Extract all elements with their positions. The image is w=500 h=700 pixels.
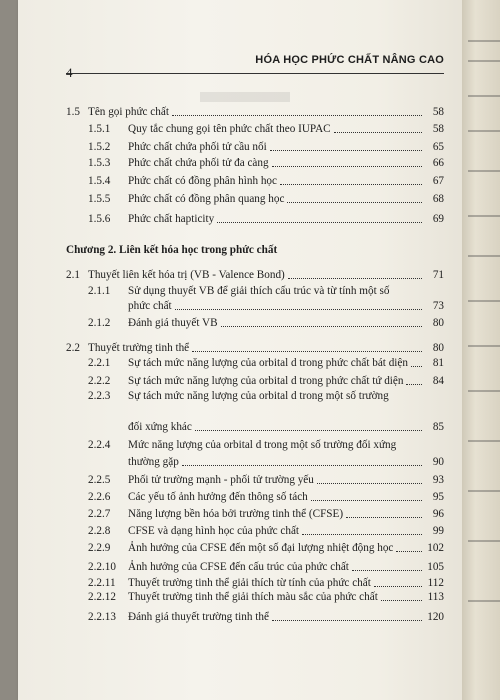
toc-section bbox=[66, 268, 444, 282]
toc-page-number: 73 bbox=[432, 300, 444, 312]
toc-title: Sự tách mức năng lượng của orbital d trong một số trường bbox=[128, 390, 389, 402]
toc-subsection bbox=[66, 389, 444, 403]
toc-title: Phức chất chứa phối tử đa càng bbox=[128, 157, 269, 169]
toc-number: 2.2.10 bbox=[88, 561, 116, 573]
dot-leader bbox=[381, 598, 422, 601]
toc-title: Ảnh hưởng của CFSE đến cấu trúc của phức chất bbox=[128, 561, 349, 573]
toc-page-number: 113 bbox=[427, 591, 444, 603]
toc-subsection bbox=[66, 140, 444, 154]
toc-subsection bbox=[66, 122, 444, 136]
dot-leader bbox=[182, 463, 422, 466]
toc-page-number: 112 bbox=[427, 577, 444, 589]
dot-leader bbox=[334, 130, 422, 133]
toc-title: Đánh giá thuyết trường tinh thể bbox=[128, 611, 269, 623]
toc-number: 1.5 bbox=[66, 106, 80, 118]
toc-title-continued: thường gặp bbox=[128, 456, 179, 468]
toc-page-number: 80 bbox=[432, 342, 444, 354]
toc-page-number: 96 bbox=[432, 508, 444, 520]
toc-title-continued: đối xứng khác bbox=[128, 421, 192, 433]
dot-leader bbox=[221, 324, 422, 327]
toc-subsection bbox=[66, 212, 444, 226]
toc-page-number: 84 bbox=[432, 375, 444, 387]
chapter-heading bbox=[66, 243, 444, 257]
toc-title: Các yếu tố ảnh hưởng đến thông số tách bbox=[128, 491, 308, 503]
toc-page-number: 66 bbox=[432, 157, 444, 169]
toc-page-number: 58 bbox=[432, 106, 444, 118]
toc-number: 2.2.5 bbox=[88, 474, 111, 486]
dot-leader bbox=[272, 164, 422, 167]
toc-subsection bbox=[66, 192, 444, 206]
toc-title: Thuyết trường tinh thể bbox=[88, 342, 190, 354]
toc-subsection bbox=[66, 524, 444, 538]
toc-number: 2.1.2 bbox=[88, 317, 111, 329]
toc-number: 2.1.1 bbox=[88, 285, 111, 297]
toc-title: Phức chất có đồng phân hình học bbox=[128, 175, 277, 187]
toc-title: Chương 2. Liên kết hóa học trong phức chất bbox=[66, 244, 278, 256]
toc-page-number: 95 bbox=[432, 491, 444, 503]
toc-number: 2.2.3 bbox=[88, 390, 111, 402]
dot-leader bbox=[311, 498, 422, 501]
toc-subsection bbox=[66, 610, 444, 624]
dot-leader bbox=[302, 532, 422, 535]
toc-subsection bbox=[66, 356, 444, 370]
toc-title: Tên gọi phức chất bbox=[88, 106, 169, 118]
page-header bbox=[66, 51, 444, 80]
toc-page-number: 71 bbox=[432, 269, 444, 281]
toc-page-number: 90 bbox=[432, 456, 444, 468]
toc-page-number: 68 bbox=[432, 193, 444, 205]
toc-page-number: 58 bbox=[432, 123, 444, 135]
toc-subsection bbox=[66, 507, 444, 521]
toc-number: 2.2.6 bbox=[88, 491, 111, 503]
toc-title: Quy tắc chung gọi tên phức chất theo IUPAC bbox=[128, 123, 331, 135]
toc-number: 2.2.13 bbox=[88, 611, 116, 623]
toc-subsection bbox=[66, 560, 444, 574]
toc-subsection bbox=[66, 174, 444, 188]
toc-title: Năng lượng bền hóa bởi trường tinh thể (CFSE) bbox=[128, 508, 344, 520]
toc-number: 2.2.9 bbox=[88, 542, 111, 554]
dot-leader bbox=[280, 182, 422, 185]
toc-subsection bbox=[66, 438, 444, 452]
toc-subsection bbox=[66, 284, 444, 298]
toc-page-number: 80 bbox=[432, 317, 444, 329]
toc-page-number: 85 bbox=[432, 421, 444, 433]
toc-page-number: 99 bbox=[432, 525, 444, 537]
toc-number: 2.2.8 bbox=[88, 525, 111, 537]
toc-number: 1.5.3 bbox=[88, 157, 111, 169]
toc-subsection bbox=[66, 374, 444, 388]
toc-number: 2.2.11 bbox=[88, 577, 116, 589]
toc-number: 2.2.1 bbox=[88, 357, 111, 369]
toc-title: Đánh giá thuyết VB bbox=[128, 317, 218, 329]
toc-page-number: 65 bbox=[432, 141, 444, 153]
toc-title: CFSE và dạng hình học của phức chất bbox=[128, 525, 300, 537]
toc-title-continued: phức chất bbox=[128, 300, 172, 312]
toc-title: Thuyết liên kết hóa trị (VB - Valence Bond) bbox=[88, 269, 285, 281]
toc-subsection bbox=[66, 299, 444, 313]
toc-title: Sử dụng thuyết VB để giải thích cấu trúc và từ tính một số bbox=[128, 285, 390, 297]
dot-leader bbox=[406, 382, 422, 385]
toc-subsection bbox=[66, 455, 444, 469]
toc-title: Thuyết trường tinh thể giải thích màu sắc của phức chất bbox=[128, 591, 378, 603]
toc-title: Mức năng lượng của orbital d trong một số trường đối xứng bbox=[128, 439, 397, 451]
page-number: 4 bbox=[66, 65, 73, 80]
toc-page-number: 120 bbox=[427, 611, 444, 623]
dot-leader bbox=[195, 428, 422, 431]
toc-number: 1.5.1 bbox=[88, 123, 111, 135]
dot-leader bbox=[270, 148, 422, 151]
toc-subsection bbox=[66, 316, 444, 330]
dot-leader bbox=[374, 584, 422, 587]
toc-title: Phức chất có đồng phân quang học bbox=[128, 193, 285, 205]
toc-number: 1.5.5 bbox=[88, 193, 111, 205]
toc-title: Sự tách mức năng lượng của orbital d trong phức chất bát diện bbox=[128, 357, 408, 369]
dot-leader bbox=[175, 307, 422, 310]
toc-number: 2.2.12 bbox=[88, 591, 116, 603]
dot-leader bbox=[396, 549, 422, 552]
toc-number: 2.2.7 bbox=[88, 508, 111, 520]
toc-title: Phức chất hapticity bbox=[128, 213, 215, 225]
toc-subsection bbox=[66, 590, 444, 604]
toc-title: Thuyết trường tinh thể giải thích từ tính của phức chất bbox=[128, 577, 371, 589]
toc-number: 1.5.2 bbox=[88, 141, 111, 153]
toc-page-number: 81 bbox=[432, 357, 444, 369]
dot-leader bbox=[352, 568, 422, 571]
bleed-through-heading bbox=[200, 92, 290, 102]
toc-subsection bbox=[66, 541, 444, 555]
dot-leader bbox=[288, 276, 422, 279]
toc-number: 2.2.2 bbox=[88, 375, 111, 387]
toc-number: 1.5.6 bbox=[88, 213, 111, 225]
toc-subsection bbox=[66, 490, 444, 504]
toc-section bbox=[66, 105, 444, 119]
toc-subsection bbox=[66, 420, 444, 434]
dot-leader bbox=[287, 200, 422, 203]
toc-subsection bbox=[66, 576, 444, 590]
toc-page-number: 67 bbox=[432, 175, 444, 187]
toc-number: 2.2 bbox=[66, 342, 80, 354]
dot-leader bbox=[217, 220, 422, 223]
toc-number: 1.5.4 bbox=[88, 175, 111, 187]
toc-number: 2.2.4 bbox=[88, 439, 111, 451]
dot-leader bbox=[411, 364, 422, 367]
toc-subsection bbox=[66, 473, 444, 487]
adjacent-page-edge bbox=[462, 0, 500, 700]
toc-title: Phối tử trường mạnh - phối tử trường yếu bbox=[128, 474, 314, 486]
dot-leader bbox=[272, 618, 422, 621]
dot-leader bbox=[172, 113, 422, 116]
toc-subsection bbox=[66, 156, 444, 170]
toc-page-number: 69 bbox=[432, 213, 444, 225]
toc-title: Sự tách mức năng lượng của orbital d trong phức chất tứ diện bbox=[128, 375, 404, 387]
toc-title: Ảnh hưởng của CFSE đến một số đại lượng nhiệt động học bbox=[128, 542, 394, 554]
toc-page-number: 93 bbox=[432, 474, 444, 486]
dot-leader bbox=[317, 481, 422, 484]
dot-leader bbox=[192, 349, 422, 352]
toc-page-number: 105 bbox=[427, 561, 444, 573]
running-title: HÓA HỌC PHỨC CHẤT NÂNG CAO bbox=[255, 54, 444, 66]
dot-leader bbox=[346, 515, 422, 518]
toc-section bbox=[66, 341, 444, 355]
toc-title: Phức chất chứa phối tử cầu nối bbox=[128, 141, 267, 153]
toc-number: 2.1 bbox=[66, 269, 80, 281]
toc-page-number: 102 bbox=[427, 542, 444, 554]
